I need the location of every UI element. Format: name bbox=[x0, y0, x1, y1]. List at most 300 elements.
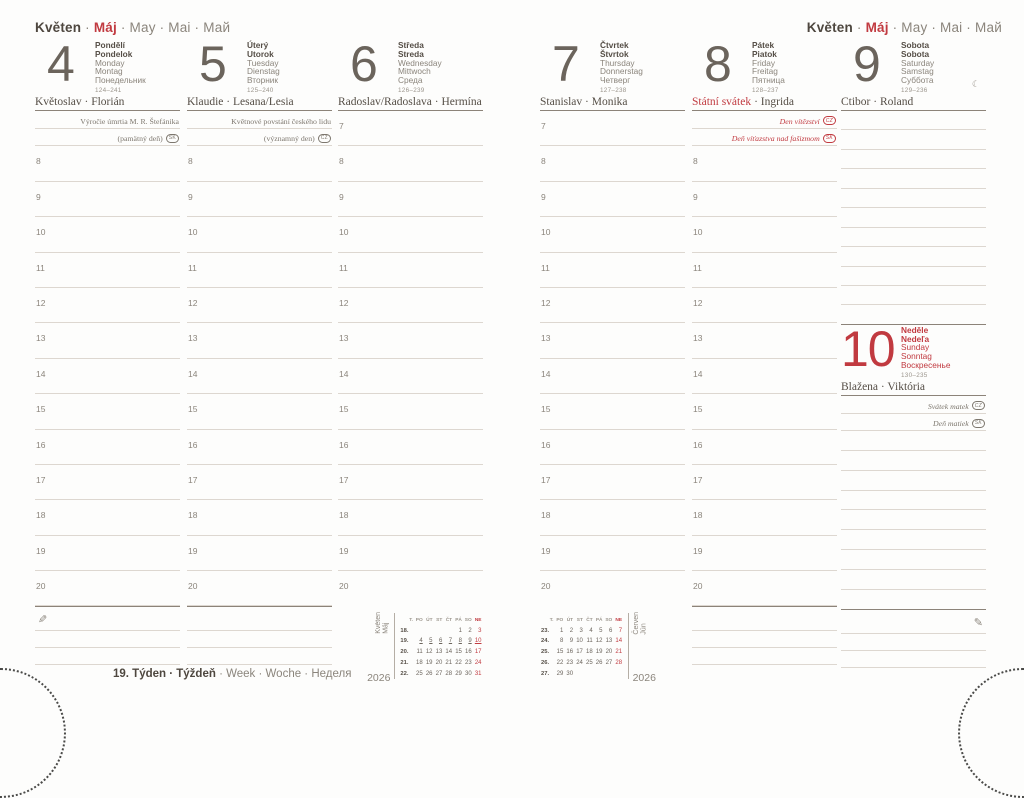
mini-cal-day: 23 bbox=[465, 659, 472, 666]
week-label-other-languages: · Week · Woche · Неделя bbox=[219, 668, 352, 680]
day-name-czech: Středa bbox=[398, 40, 424, 50]
mini-calendar-may bbox=[367, 612, 483, 684]
time-slot bbox=[540, 253, 685, 288]
time-label: 10 bbox=[188, 227, 198, 238]
mini-cal-day: 8 bbox=[559, 638, 564, 645]
day-name-german: Freitag bbox=[752, 66, 778, 77]
time-slot bbox=[35, 217, 180, 252]
time-slot bbox=[338, 500, 483, 535]
time-slot bbox=[338, 359, 483, 394]
time-slot bbox=[35, 359, 180, 394]
mini-cal-day: 24 bbox=[576, 659, 583, 666]
mini-cal-day: 28 bbox=[615, 659, 623, 666]
mini-cal-day: 5 bbox=[599, 627, 603, 634]
time-slot bbox=[540, 182, 685, 217]
sunday-ruled-lines bbox=[841, 431, 986, 609]
day-name-russian: Среда bbox=[398, 75, 423, 86]
mini-cal-month-slovak: Máj bbox=[382, 622, 390, 634]
day-name-russian: Воскресенье bbox=[901, 360, 951, 370]
time-label: 15 bbox=[339, 404, 349, 415]
time-label: 13 bbox=[693, 333, 703, 344]
mini-cal-day: 20 bbox=[435, 659, 443, 666]
notes-area bbox=[35, 606, 180, 665]
mini-cal-week-number: 18. bbox=[400, 627, 409, 634]
time-label: 8 bbox=[693, 156, 698, 167]
ruled-line bbox=[692, 648, 837, 665]
ruled-line bbox=[841, 286, 986, 305]
time-slot bbox=[338, 111, 483, 146]
time-slot bbox=[692, 253, 837, 288]
ruled-line bbox=[841, 510, 986, 530]
day-column-7 bbox=[540, 36, 685, 684]
time-slot bbox=[187, 536, 332, 571]
name-day bbox=[841, 379, 986, 396]
ruled-line bbox=[841, 189, 986, 208]
ruled-line bbox=[841, 451, 986, 471]
mini-cal-day: 2 bbox=[468, 627, 472, 634]
mini-cal-week-number: 20. bbox=[400, 649, 409, 656]
time-label: 20 bbox=[541, 581, 551, 592]
holiday-note bbox=[35, 129, 180, 147]
mini-cal-day: 24 bbox=[474, 659, 482, 666]
mini-cal-grid bbox=[540, 612, 624, 684]
day-of-year-range: 127–238 bbox=[600, 86, 627, 94]
mini-cal-day: 10 bbox=[576, 638, 583, 645]
mini-cal-day: 14 bbox=[445, 649, 453, 656]
day-name-russian: Четверг bbox=[600, 75, 631, 86]
mini-cal-day-header: PÁ bbox=[455, 617, 462, 623]
mini-cal-day: 25 bbox=[586, 659, 593, 666]
mini-cal-day: 6 bbox=[608, 627, 613, 634]
time-label: 9 bbox=[693, 191, 698, 202]
day-number: 5 bbox=[199, 36, 226, 92]
time-label: 15 bbox=[36, 404, 46, 415]
day-number: 4 bbox=[47, 36, 74, 92]
name-day-text: Květoslav · Florián bbox=[35, 96, 125, 108]
time-slot bbox=[692, 536, 837, 571]
time-slot bbox=[338, 217, 483, 252]
ruled-line bbox=[841, 228, 986, 247]
mini-cal-day: 2 bbox=[569, 627, 574, 634]
time-slot bbox=[692, 359, 837, 394]
time-label: 18 bbox=[541, 510, 551, 521]
mini-cal-day: 20 bbox=[605, 649, 613, 656]
time-label: 19 bbox=[188, 545, 198, 556]
name-day-text: Stanislav · Monika bbox=[540, 96, 628, 108]
ruled-line bbox=[841, 247, 986, 266]
saturday-ruled-lines bbox=[841, 111, 986, 325]
time-slot bbox=[540, 571, 685, 606]
time-label: 15 bbox=[693, 404, 703, 415]
mini-cal-week-number: 27. bbox=[541, 670, 550, 677]
mini-cal-day: 16 bbox=[566, 649, 574, 656]
time-slot bbox=[35, 288, 180, 323]
day-name-german: Donnerstag bbox=[600, 66, 643, 77]
time-grid bbox=[540, 111, 685, 606]
holiday-note-text: (významný den) bbox=[263, 134, 315, 144]
time-label: 11 bbox=[541, 262, 550, 273]
time-grid bbox=[692, 146, 837, 606]
week-footer bbox=[113, 668, 351, 680]
time-slot bbox=[692, 146, 837, 181]
time-slot bbox=[35, 146, 180, 181]
day-name-german: Dienstag bbox=[247, 66, 280, 77]
day-name-english: Monday bbox=[95, 57, 125, 68]
day-name-english: Wednesday bbox=[398, 57, 442, 68]
ruled-line bbox=[841, 550, 986, 570]
day-of-year-range: 126–239 bbox=[398, 86, 425, 94]
name-day bbox=[692, 94, 837, 111]
country-badge: CZ bbox=[318, 134, 331, 143]
time-label: 12 bbox=[693, 297, 703, 308]
time-slot bbox=[692, 394, 837, 429]
time-label: 13 bbox=[339, 333, 349, 344]
day-header-sunday bbox=[841, 320, 986, 379]
time-slot bbox=[338, 571, 483, 606]
mini-cal-day: 11 bbox=[416, 649, 423, 656]
mini-cal-day-header: ST bbox=[436, 617, 443, 623]
perforation-arc-right bbox=[958, 668, 1024, 798]
time-label: 18 bbox=[693, 510, 703, 521]
time-label: 19 bbox=[541, 545, 551, 556]
time-slot bbox=[35, 394, 180, 429]
day-name-czech: Pátek bbox=[752, 40, 775, 50]
mini-cal-month-czech: Květen bbox=[375, 612, 383, 634]
name-day-text: Ctibor · Roland bbox=[841, 96, 914, 108]
day-number: 8 bbox=[704, 36, 731, 92]
separator-dot: · bbox=[856, 20, 862, 35]
mini-cal-week-number: 21. bbox=[400, 659, 409, 666]
time-label: 14 bbox=[693, 368, 703, 379]
time-slot bbox=[692, 571, 837, 606]
time-label: 10 bbox=[36, 227, 46, 238]
time-slot bbox=[35, 465, 180, 500]
holiday-note bbox=[187, 111, 332, 129]
day-name-german: Samstag bbox=[901, 66, 934, 77]
mini-cal-day: 4 bbox=[589, 627, 593, 634]
time-label: 18 bbox=[339, 510, 349, 521]
time-label: 7 bbox=[541, 121, 546, 131]
day-name-slovak: Štvrtok bbox=[600, 48, 629, 59]
mini-cal-day: 21 bbox=[445, 659, 453, 666]
time-label: 17 bbox=[36, 474, 46, 485]
day-name-czech: Čtvrtek bbox=[600, 40, 629, 50]
time-label: 13 bbox=[541, 333, 551, 344]
month-other-languages: May · Mai · Май bbox=[129, 20, 231, 35]
day-name-czech: Sobota bbox=[901, 40, 930, 50]
time-slot bbox=[692, 430, 837, 465]
time-slot bbox=[187, 430, 332, 465]
month-slovak: Máj bbox=[93, 20, 117, 35]
day-name-slovak: Sobota bbox=[901, 48, 930, 59]
time-label: 17 bbox=[693, 474, 703, 485]
ruled-line bbox=[187, 607, 332, 631]
time-slot bbox=[692, 217, 837, 252]
mini-cal-day: 11 bbox=[586, 638, 593, 645]
time-slot bbox=[692, 465, 837, 500]
name-day-text: Blažena · Viktória bbox=[841, 380, 926, 393]
time-slot bbox=[338, 146, 483, 181]
time-label: 11 bbox=[36, 262, 45, 273]
time-slot bbox=[35, 536, 180, 571]
day-name-slovak: Nedeľa bbox=[901, 333, 930, 344]
separator-dot: · bbox=[892, 20, 898, 35]
time-label: 19 bbox=[36, 545, 46, 556]
time-slot bbox=[35, 323, 180, 358]
time-slot bbox=[692, 288, 837, 323]
day-name-slovak: Streda bbox=[398, 48, 424, 59]
mini-cal-day-header: PÁ bbox=[595, 617, 603, 623]
mini-cal-day: 22 bbox=[455, 659, 462, 666]
mini-cal-day: 31 bbox=[474, 670, 482, 677]
mini-cal-day: 16 bbox=[465, 649, 472, 656]
week-number-label: 19. Týden · Týždeň bbox=[113, 668, 216, 680]
time-slot bbox=[35, 500, 180, 535]
mini-cal-day: 7 bbox=[618, 627, 623, 634]
day-names bbox=[752, 40, 837, 94]
holiday-notes bbox=[692, 111, 837, 146]
time-slot bbox=[692, 182, 837, 217]
mini-cal-day-header: ČT bbox=[586, 617, 593, 623]
holiday-note bbox=[692, 129, 837, 147]
time-slot bbox=[187, 465, 332, 500]
time-slot bbox=[187, 571, 332, 606]
mini-calendar-june bbox=[540, 612, 656, 684]
time-slot bbox=[187, 146, 332, 181]
notes-area bbox=[692, 606, 837, 665]
day-header bbox=[187, 36, 332, 94]
mini-cal-day: 10 bbox=[474, 638, 482, 645]
holiday-note bbox=[187, 129, 332, 147]
day-name-german: Sonntag bbox=[901, 351, 932, 362]
time-slot bbox=[338, 253, 483, 288]
time-slot bbox=[540, 394, 685, 429]
day-names bbox=[95, 40, 180, 94]
time-grid bbox=[338, 111, 483, 606]
day-name-english: Friday bbox=[752, 57, 776, 68]
holiday-note-text: Květnové povstání českého lidu bbox=[231, 116, 331, 126]
ruled-line bbox=[187, 631, 332, 648]
time-label: 8 bbox=[339, 156, 344, 167]
day-number: 9 bbox=[853, 36, 880, 92]
mini-cal-day: 7 bbox=[448, 638, 453, 645]
mini-cal-week-number: 22. bbox=[400, 670, 409, 677]
mini-cal-day: 27 bbox=[435, 670, 443, 677]
mini-cal-day: 26 bbox=[595, 659, 603, 666]
day-number: 6 bbox=[350, 36, 377, 92]
time-slot bbox=[187, 253, 332, 288]
day-column-8 bbox=[692, 36, 837, 665]
mini-cal-day: 18 bbox=[586, 649, 593, 656]
ruled-line bbox=[841, 530, 986, 550]
mini-cal-day: 25 bbox=[416, 670, 423, 677]
time-slot bbox=[187, 394, 332, 429]
time-slot bbox=[692, 500, 837, 535]
time-slot bbox=[540, 323, 685, 358]
time-label: 10 bbox=[339, 227, 349, 238]
time-label: 11 bbox=[188, 262, 197, 273]
time-label: 11 bbox=[693, 262, 702, 273]
holiday-note bbox=[35, 111, 180, 129]
mini-cal-day: 9 bbox=[569, 638, 574, 645]
time-label: 9 bbox=[36, 191, 41, 202]
mini-cal-day: 19 bbox=[425, 659, 433, 666]
day-of-year-range: 128–237 bbox=[752, 86, 779, 94]
day-name-russian: Понедельник bbox=[95, 75, 146, 86]
time-label: 16 bbox=[188, 439, 198, 450]
month-header-right bbox=[807, 20, 1002, 35]
country-badge: CZ bbox=[823, 116, 836, 125]
mini-cal-week-number: 19. bbox=[400, 638, 409, 645]
time-label: 10 bbox=[541, 227, 551, 238]
mini-cal-day: 8 bbox=[458, 638, 462, 645]
time-grid bbox=[35, 146, 180, 606]
ruled-line bbox=[841, 471, 986, 491]
separator-dot: · bbox=[120, 20, 126, 35]
time-slot bbox=[338, 288, 483, 323]
mini-calendar-side bbox=[367, 612, 390, 684]
holiday-note-text: Den vítězství bbox=[779, 116, 820, 126]
month-slovak: Máj bbox=[865, 20, 889, 35]
mini-cal-day: 9 bbox=[468, 638, 472, 645]
time-label: 17 bbox=[339, 474, 349, 485]
time-label: 14 bbox=[339, 368, 349, 379]
ruled-line bbox=[841, 130, 986, 149]
day-column-4 bbox=[35, 36, 180, 665]
mini-calendar-month-label bbox=[633, 612, 656, 635]
mini-cal-day: 15 bbox=[455, 649, 462, 656]
time-slot bbox=[338, 465, 483, 500]
ruled-line bbox=[841, 590, 986, 610]
time-label: 10 bbox=[693, 227, 703, 238]
day-name-russian: Пятница bbox=[752, 75, 785, 86]
time-slot bbox=[187, 323, 332, 358]
day-name-russian: Вторник bbox=[247, 75, 279, 86]
ruled-line bbox=[841, 491, 986, 511]
time-label: 12 bbox=[36, 297, 46, 308]
mini-cal-divider bbox=[628, 613, 629, 679]
ruled-line bbox=[841, 208, 986, 227]
day-name-slovak: Piatok bbox=[752, 48, 777, 59]
ruled-line bbox=[841, 150, 986, 169]
holiday-note-text: Svátek matek bbox=[927, 401, 969, 411]
ruled-line bbox=[35, 631, 180, 648]
time-slot bbox=[35, 253, 180, 288]
holiday-note bbox=[841, 414, 986, 432]
perforation-arc-left bbox=[0, 668, 66, 798]
time-slot bbox=[338, 430, 483, 465]
day-names bbox=[398, 40, 483, 94]
mini-cal-day-header: ČT bbox=[445, 617, 453, 623]
mini-cal-day-header: SO bbox=[605, 617, 613, 623]
time-slot bbox=[540, 146, 685, 181]
holiday-notes bbox=[187, 111, 332, 146]
time-label: 11 bbox=[339, 262, 348, 273]
day-header bbox=[540, 36, 685, 94]
time-slot bbox=[540, 536, 685, 571]
mini-cal-week-number: 24. bbox=[541, 638, 550, 645]
day-name-german: Montag bbox=[95, 66, 123, 77]
day-of-year-range: 130–235 bbox=[901, 371, 928, 379]
name-day bbox=[841, 94, 986, 111]
mini-cal-day: 22 bbox=[556, 659, 564, 666]
time-slot bbox=[540, 465, 685, 500]
mini-cal-day: 13 bbox=[605, 638, 613, 645]
mini-cal-day-header: NE bbox=[474, 617, 482, 623]
time-label: 9 bbox=[541, 191, 546, 202]
time-label: 7 bbox=[339, 121, 344, 131]
time-label: 14 bbox=[541, 368, 551, 379]
name-day-text: Klaudie · Lesana/Lesia bbox=[187, 96, 294, 108]
mini-cal-day: 12 bbox=[425, 649, 433, 656]
name-day bbox=[187, 94, 332, 111]
time-label: 8 bbox=[188, 156, 193, 167]
day-number: 7 bbox=[552, 36, 579, 92]
month-czech: Květen bbox=[806, 20, 853, 35]
holiday-note bbox=[841, 396, 986, 414]
ruled-line bbox=[841, 111, 986, 130]
name-day bbox=[35, 94, 180, 111]
pen-icon: ✎ bbox=[38, 614, 48, 627]
mini-calendar-side bbox=[633, 612, 656, 684]
mini-cal-day-header: ÚT bbox=[566, 617, 574, 623]
time-label: 14 bbox=[188, 368, 198, 379]
month-czech: Květen bbox=[35, 20, 82, 35]
mini-cal-day-header: ÚT bbox=[426, 617, 433, 623]
mini-cal-day: 1 bbox=[458, 627, 462, 634]
time-slot bbox=[35, 430, 180, 465]
time-slot bbox=[540, 500, 685, 535]
time-label: 8 bbox=[36, 156, 41, 167]
moon-phase-icon: ☾ bbox=[971, 79, 980, 89]
holiday-note-text: Výročie úmrtia M. R. Štefánika bbox=[80, 116, 179, 126]
ruled-line bbox=[841, 570, 986, 590]
mini-cal-day-header: NE bbox=[615, 617, 623, 623]
time-label: 20 bbox=[188, 581, 198, 592]
time-slot bbox=[35, 571, 180, 606]
mini-cal-day: 23 bbox=[566, 659, 574, 666]
holiday-note-text: (pamätný deň) bbox=[117, 134, 163, 144]
ruled-line bbox=[692, 631, 837, 648]
ruled-line bbox=[841, 169, 986, 188]
mini-cal-day: 15 bbox=[556, 649, 564, 656]
time-label: 16 bbox=[36, 439, 46, 450]
mini-cal-day: 1 bbox=[559, 627, 564, 634]
time-label: 20 bbox=[36, 581, 46, 592]
notes-area bbox=[841, 609, 986, 668]
day-name-russian: Суббота bbox=[901, 75, 934, 86]
public-holiday-label: Státní svátek bbox=[692, 96, 752, 108]
mini-cal-day: 18 bbox=[416, 659, 423, 666]
notes-area bbox=[187, 606, 332, 665]
mini-cal-day: 28 bbox=[445, 670, 453, 677]
mini-cal-week-col-header: T. bbox=[549, 617, 554, 623]
ruled-line bbox=[35, 607, 180, 631]
time-label: 16 bbox=[693, 439, 703, 450]
time-label: 12 bbox=[339, 297, 349, 308]
mini-calendar-month-label bbox=[375, 612, 390, 634]
day-names bbox=[600, 40, 685, 94]
ruled-line bbox=[35, 648, 180, 665]
mini-cal-day: 13 bbox=[435, 649, 443, 656]
time-label: 15 bbox=[188, 404, 198, 415]
mini-cal-day: 30 bbox=[465, 670, 472, 677]
ruled-line bbox=[841, 267, 986, 286]
mini-cal-day: 27 bbox=[605, 659, 613, 666]
mini-cal-month-slovak: Jún bbox=[640, 623, 648, 635]
time-label: 20 bbox=[693, 581, 703, 592]
month-header-left bbox=[35, 20, 230, 35]
